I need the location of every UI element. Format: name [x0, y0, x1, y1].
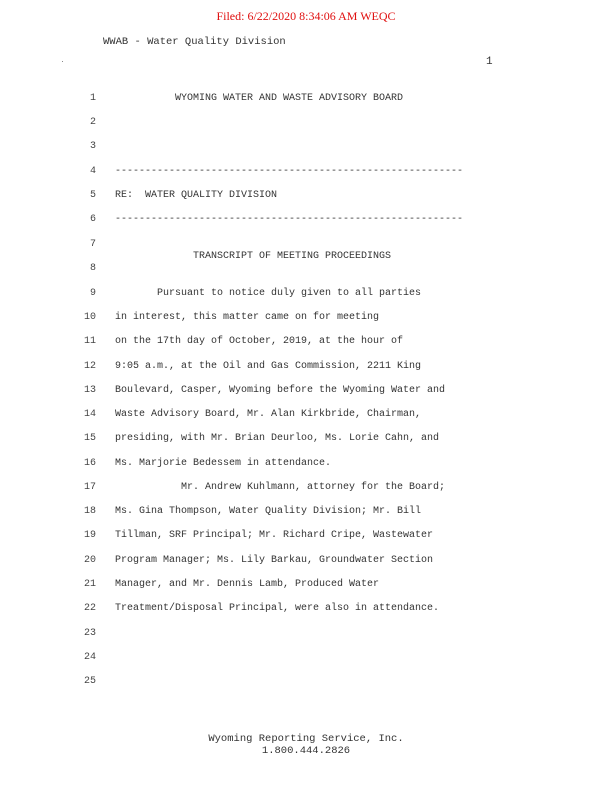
line-text: Waste Advisory Board, Mr. Alan Kirkbride, Chairman,	[115, 409, 422, 420]
line-number: 14	[83, 409, 96, 420]
transcript-line	[0, 140, 612, 154]
line-number: 2	[89, 117, 96, 128]
line-number: 22	[83, 603, 96, 614]
line-text: Treatment/Disposal Principal, were also in attendance.	[115, 603, 440, 614]
transcript-line	[0, 213, 612, 227]
line-text: ----------------------------------------------------------	[115, 214, 464, 225]
line-number: 8	[89, 263, 96, 274]
line-text: Program Manager; Ms. Lily Barkau, Groundwater Section	[115, 555, 434, 566]
transcript-line	[0, 189, 612, 203]
page-header: WWAB - Water Quality Division	[103, 36, 286, 48]
line-text: TRANSCRIPT OF MEETING PROCEEDINGS	[115, 251, 392, 262]
transcript-line	[0, 92, 612, 106]
transcript-line	[0, 675, 612, 689]
transcript-line	[0, 554, 612, 568]
line-number: 3	[89, 141, 96, 152]
line-number: 18	[83, 506, 96, 517]
line-number: 17	[83, 482, 96, 493]
footer-phone: 1.800.444.2826	[261, 745, 351, 757]
transcript-line	[0, 481, 612, 495]
page-number: 1	[486, 56, 493, 68]
transcript-line	[0, 432, 612, 446]
line-text: 9:05 a.m., at the Oil and Gas Commission, 2211 King	[115, 361, 422, 372]
line-number: 5	[89, 190, 96, 201]
transcript-line	[0, 651, 612, 665]
line-number: 16	[83, 458, 96, 469]
line-text: Tillman, SRF Principal; Mr. Richard Cripe, Wastewater	[115, 530, 434, 541]
footer-company: Wyoming Reporting Service, Inc.	[208, 733, 404, 745]
line-number: 11	[83, 336, 96, 347]
line-text: RE: WATER QUALITY DIVISION	[115, 190, 278, 201]
line-number: 23	[83, 628, 96, 639]
line-number: 20	[83, 555, 96, 566]
line-number: 24	[83, 652, 96, 663]
transcript-line	[0, 505, 612, 519]
transcript-line	[0, 262, 612, 276]
transcript-line	[0, 165, 612, 179]
transcript-line	[0, 408, 612, 422]
line-text: Ms. Marjorie Bedessem in attendance.	[115, 458, 332, 469]
footer	[0, 733, 612, 757]
line-number: 12	[83, 361, 96, 372]
transcript-line	[0, 457, 612, 471]
line-text: WYOMING WATER AND WASTE ADVISORY BOARD	[115, 93, 404, 104]
transcript-line	[0, 578, 612, 592]
line-number: 1	[89, 93, 96, 104]
line-number: 15	[83, 433, 96, 444]
line-number: 7	[89, 239, 96, 250]
transcript-line	[0, 116, 612, 130]
line-number: 25	[83, 676, 96, 687]
line-number: 13	[83, 385, 96, 396]
transcript-line	[0, 602, 612, 616]
line-text: Pursuant to notice duly given to all parties	[115, 288, 422, 299]
line-text: Manager, and Mr. Dennis Lamb, Produced Water	[115, 579, 380, 590]
scan-speck	[62, 61, 63, 62]
transcript-line	[0, 311, 612, 325]
line-number: 21	[83, 579, 96, 590]
transcript-line	[0, 627, 612, 641]
line-number: 4	[89, 166, 96, 177]
transcript-line	[0, 384, 612, 398]
line-text: ----------------------------------------------------------	[115, 166, 464, 177]
line-text: Mr. Andrew Kuhlmann, attorney for the Board;	[115, 482, 446, 493]
filed-stamp: Filed: 6/22/2020 8:34:06 AM WEQC	[216, 9, 396, 23]
line-text: presiding, with Mr. Brian Deurloo, Ms. Lorie Cahn, and	[115, 433, 440, 444]
line-number: 10	[83, 312, 96, 323]
line-text: in interest, this matter came on for meeting	[115, 312, 380, 323]
line-text: Boulevard, Casper, Wyoming before the Wyoming Water and	[115, 385, 446, 396]
line-text: Ms. Gina Thompson, Water Quality Division; Mr. Bill	[115, 506, 422, 517]
transcript-line	[0, 287, 612, 301]
transcript-line	[0, 529, 612, 543]
transcript-line	[0, 360, 612, 374]
transcript-line	[0, 335, 612, 349]
line-number: 6	[89, 214, 96, 225]
line-text: on the 17th day of October, 2019, at the hour of	[115, 336, 404, 347]
line-number: 9	[89, 288, 96, 299]
line-number: 19	[83, 530, 96, 541]
